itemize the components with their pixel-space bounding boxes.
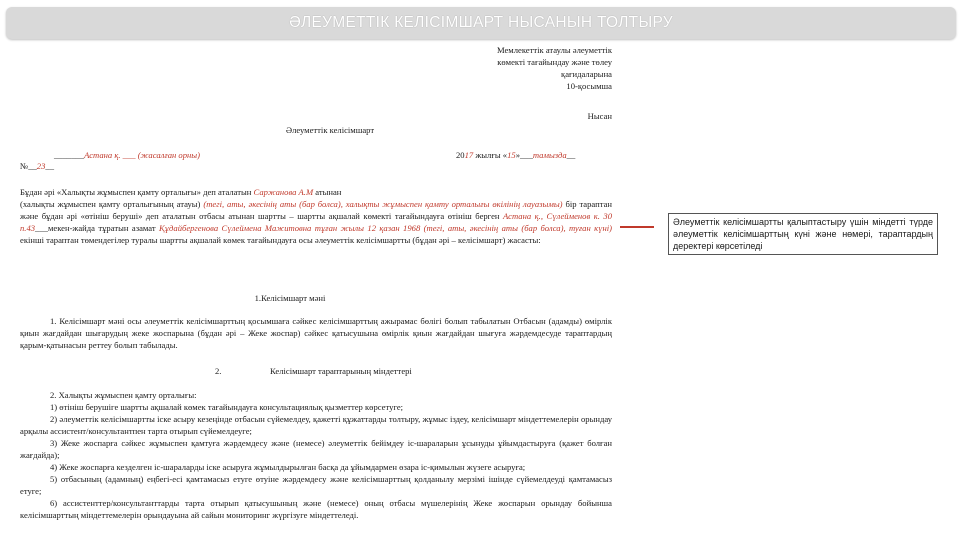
- section-2-list: [20, 389, 612, 521]
- p1-text-b: атынан: [313, 187, 342, 197]
- place-prefix: _______: [54, 150, 85, 160]
- date-field: [456, 149, 575, 161]
- place-hint: ___ (жасалған орны): [122, 150, 200, 160]
- list-item: 1) өтініш берушіге шартты ақшалай көмек тағайындауға консультациялық қызметтер көрсетуге;: [50, 402, 404, 412]
- form-label: Нысан: [587, 111, 612, 121]
- list-item: 2. Халықты жұмыспен қамту орталығы:: [50, 390, 197, 400]
- p1-address: Астана қ., Сүлейменов к. 30 п.43: [20, 211, 612, 233]
- document-title: Әлеуметтік келісімшарт: [285, 125, 375, 135]
- p1-hint: (тегі, аты, әкесінің аты (бар болса), халықты жұмыспен қамту орталығы өкілінің лауазымы): [203, 199, 563, 209]
- p1-text-f: екінші тараптан төмендегілер туралы шартты ақшалай көмек тағайындауға осы әлеуметтік келісімшартты (бұдан әрі – келісімшарт) жасасты:: [20, 235, 541, 245]
- date-mid: жылғы «: [473, 150, 508, 160]
- section-2-title: Келісімшарт тараптарының міндеттері: [270, 366, 412, 376]
- number-suffix: __: [45, 161, 54, 171]
- list-item: 3) Жеке жоспарға сәйкес жұмыспен қамтуға жәрдемдесу және (немесе) әлеуметтік бейімдеу іс-шараларын ұсынуды ұйымдастыруға (қажет болған жағдайда);: [20, 438, 612, 460]
- approval-line-3: қағидаларына: [561, 69, 612, 79]
- list-item: 5) отбасының (адамның) еңбегі-есі қамтамасыз етуге өтуіне жәрдемдесу және келісімшарттың қолданылу мерзімі ішінде сүйемелдеуді қамтамасыз етуге;: [20, 474, 612, 496]
- approval-line-1: Мемлекеттік атаулы әлеуметтік: [496, 45, 612, 55]
- place-value: Астана қ.: [84, 150, 121, 160]
- p1-hint2: (тегі, аты, әкесінің аты (бар болса), туған күні): [420, 223, 612, 233]
- approval-line-4: 10-қосымша: [566, 81, 612, 91]
- section-1-paragraph: 1. Келісімшарт мәні осы әлеуметтік келісімшарттың қосымшаға сәйкес келісімшарттың ажырамас бөлігі болып табылатын Отбасын (адамды) өмірлік қиын жағдайдан шығарудың жеке жоспарына (бұдан әрі – Жеке жоспар) сәйкес қатысушына өмірлік қиын жағдайдан шығуға жәрдемдесуде тараптардың қарым-қатынасын реттеу болып табылады.: [20, 316, 612, 350]
- p1-text-a: Бұдан әрі «Халықты жұмыспен қамту орталығы» деп аталатын: [20, 187, 254, 197]
- contract-number: [20, 160, 54, 172]
- p1-representative: Саржанова А.М: [253, 187, 314, 197]
- p1-text-d: бір тараптан және бұдан әрі «өтініш беруші» деп аталатын отбасы атынан шартты – шартты ақшалай көмекті тағайындауға өтініш берген: [20, 199, 612, 221]
- section-2-number: 2.: [215, 366, 222, 376]
- date-century: 20: [456, 150, 465, 160]
- date-day: 15: [507, 150, 516, 160]
- p1-text-e: ___мекен-жайда тұратын азамат: [35, 223, 160, 233]
- approval-block: [440, 44, 612, 92]
- section-1-title: 1.Келісімшарт мәні: [254, 293, 326, 303]
- date-mid2: »___: [515, 150, 533, 160]
- callout-note: [668, 213, 938, 255]
- date-year: 17: [464, 150, 474, 160]
- p1-applicant: Құдайбергенова Сүлеймена Мажитовна тұған жылы 12 қазан 1968: [159, 223, 421, 233]
- list-item: 6) ассистенттер/консультанттарды тарта отырып қатысушының және (немесе) оның отбасы мүшелерінің Жеке жоспарын орындау бойынша келісімшарттың міндеттемелерін орындауына ай сайын мониторинг жүргізуге міндеттеледі.: [20, 498, 612, 520]
- callout-arrow: [620, 226, 654, 228]
- approval-line-2: көмекті тағайындау және төлеу: [497, 57, 612, 67]
- date-month: тамызда: [532, 150, 567, 160]
- place-field: [54, 149, 200, 161]
- parties-paragraph: [20, 186, 612, 246]
- slide-title: ӘЛЕУМЕТТІК КЕЛІСІМШАРТ НЫСАНЫН ТОЛТЫРУ: [289, 14, 673, 31]
- callout-note-text: Әлеуметтік келісімшартты қалыптастыру үшін міндетті түрде әлеуметтік келісімшарттың күні және нөмері, тараптардың деректері көрсетіледі: [673, 217, 933, 251]
- list-item: 2) әлеуметтік келісімшартты іске асыру кезеңінде отбасын сүйемелдеу, қажетті құжаттарды толтыру, жұмыс іздеу, келісімшарт міндеттемелерін орындау арқылы ассистент/консультантпен тарта отырып сүйемелдеуге;: [20, 414, 612, 436]
- date-end: __: [566, 150, 576, 160]
- list-item: 4) Жеке жоспарға кезделген іс-шараларды іске асыруға жұмылдырылған басқа да ұйымдармен өзара іс-қимылын жүзеге асыруға;: [50, 462, 526, 472]
- p1-text-c: (халықты жұмыспен қамту орталығының атауы): [20, 199, 204, 209]
- number-value: 23: [36, 161, 46, 171]
- number-prefix: №__: [20, 161, 37, 171]
